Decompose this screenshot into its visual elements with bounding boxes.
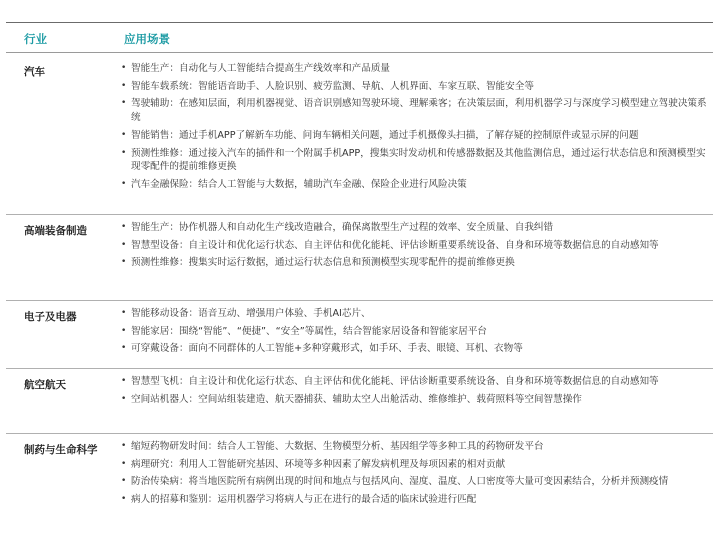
list-item — [121, 129, 713, 143]
item-text: 病人的招募和鉴别：运用机器学习将病人与正在进行的最合适的临床试验进行匹配 — [131, 494, 477, 506]
item-text: 可穿戴设备：面向不同群体的人工智能+多种穿戴形式，如手环、手表、眼镜、耳机、衣物等 — [131, 343, 523, 355]
list-item — [121, 97, 713, 125]
bullet-icon: • — [121, 257, 127, 268]
item-text: 汽车金融保险：结合人工智能与大数据，辅助汽车金融、保险企业进行风险决策 — [131, 179, 467, 191]
item-text: 预测性维修：搜集实时运行数据，通过运行状态信息和预测模型实现零配件的提前维修更换 — [131, 257, 515, 269]
item-text: 预测性维修：通过接入汽车的插件和一个附属手机APP，搜集实时发动机和传感器数据及其他监测信息，通过运行状态信息和预测模型实现零配件的提前维修更换 — [131, 147, 706, 173]
header-scenarios: 应用场景 — [124, 32, 170, 46]
item-list — [121, 440, 713, 511]
list-item — [121, 178, 713, 192]
list-item — [121, 239, 713, 253]
item-list — [121, 62, 713, 196]
section-label: 高端装备制造 — [24, 225, 87, 237]
bullet-icon: • — [121, 308, 127, 318]
list-item — [121, 458, 713, 472]
bullet-icon: • — [121, 343, 127, 354]
header-industry: 行业 — [24, 32, 47, 46]
section-divider — [6, 433, 713, 434]
bullet-icon: • — [121, 458, 127, 469]
item-text: 智能生产：协作机器人和自动化生产线改造融合，确保离散型生产过程的效率、安全质量、自我纠错 — [131, 222, 554, 233]
item-text: 智慧型飞机：自主设计和优化运行状态、自主评估和优化能耗、评估诊断重要系统设备、自身和环境等数据信息的自动感知等 — [131, 376, 659, 387]
list-item — [121, 493, 713, 507]
list-item — [121, 256, 713, 270]
list-item — [121, 375, 713, 389]
section-label: 制药与生命科学 — [24, 444, 98, 456]
header-rule — [6, 52, 713, 53]
item-text: 病理研究：利用人工智能研究基因、环境等多种因素了解发病机理及每项因素的相对贡献 — [131, 458, 506, 470]
item-text: 空间站机器人：空间站组装建造、航天器捕获、辅助太空人出舱活动、维修维护、载荷照料等空间智慧操作 — [131, 393, 582, 405]
bullet-icon: • — [121, 98, 127, 109]
item-list — [121, 375, 713, 410]
item-text: 智能车载系统：智能语音助手、人脸识别、疲劳监测、导航、人机界面、车家互联、智能安全等 — [131, 80, 534, 92]
item-text: 智能家居：围绕“智能”、“便捷”、“安全”等属性，结合智能家居设备和智能家居平台 — [131, 325, 488, 337]
item-list — [121, 307, 713, 360]
list-item — [121, 342, 713, 356]
list-item — [121, 475, 713, 489]
list-item — [121, 325, 713, 339]
bullet-icon: • — [121, 441, 127, 451]
section-divider — [6, 214, 713, 215]
bullet-icon: • — [121, 179, 127, 190]
section-label: 电子及电器 — [24, 311, 77, 323]
bullet-icon: • — [121, 80, 127, 91]
item-text: 智能移动设备：语音互动、增强用户体验、手机AI芯片、 — [131, 308, 371, 319]
list-item — [121, 80, 713, 94]
list-item — [121, 147, 713, 175]
list-item — [121, 393, 713, 407]
top-rule — [6, 22, 713, 23]
bullet-icon: • — [121, 476, 127, 487]
section-divider — [6, 368, 713, 369]
bullet-icon: • — [121, 325, 127, 336]
bullet-icon: • — [121, 147, 127, 158]
item-list — [121, 221, 713, 274]
item-text: 智慧型设备：自主设计和优化运行状态、自主评估和优化能耗、评估诊断重要系统设备、自身和环境等数据信息的自动感知等 — [131, 239, 659, 251]
item-text: 驾驶辅助：在感知层面，利用机器视觉、语音识别感知驾驶环境、理解乘客；在决策层面，利用机器学习与深度学习模型建立驾驶决策系统 — [131, 98, 707, 124]
bullet-icon: • — [121, 376, 127, 386]
list-item — [121, 440, 713, 454]
bullet-icon: • — [121, 129, 127, 140]
section-label: 航空航天 — [24, 379, 66, 391]
bullet-icon: • — [121, 222, 127, 232]
table-header — [6, 31, 713, 53]
item-text: 智能销售：通过手机APP了解新车功能、问询车辆相关问题，通过手机摄像头扫描，了解存疑的控制原件或显示屏的问题 — [131, 129, 639, 141]
bullet-icon: • — [121, 63, 127, 73]
bullet-icon: • — [121, 393, 127, 404]
bullet-icon: • — [121, 239, 127, 250]
bullet-icon: • — [121, 494, 127, 505]
section-label: 汽车 — [24, 66, 45, 78]
list-item — [121, 62, 713, 76]
item-text: 防治传染病：将当地医院所有病例出现的时间和地点与包括风向、湿度、温度、人口密度等大量可变因素结合，分析并预测疫情 — [131, 476, 669, 488]
item-text: 缩短药物研发时间：结合人工智能、大数据、生物模型分析、基因组学等多种工具的药物研发平台 — [131, 441, 544, 452]
list-item — [121, 221, 713, 235]
item-text: 智能生产：自动化与人工智能结合提高生产线效率和产品质量 — [131, 63, 391, 74]
section-divider — [6, 300, 713, 301]
list-item — [121, 307, 713, 321]
